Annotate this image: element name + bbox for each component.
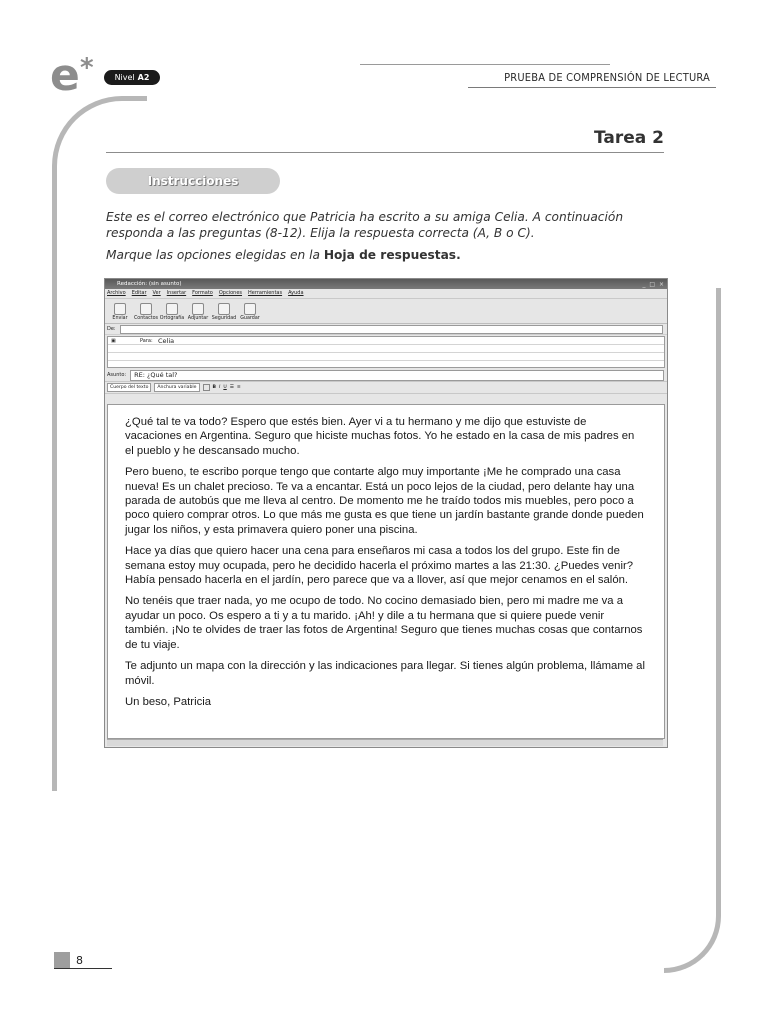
level-value: A2 (137, 73, 150, 82)
level-badge (104, 70, 160, 85)
email-paragraph: Hace ya días que quiero hacer una cena para enseñaros mi casa a todos los del grupo. Este fin de semana estoy muy ocupada, pero he decidido hacerla el próximo martes a las 21:30. ¿Puedes venir? Había pensado hacerla en el jardín, pero parece que va a llover, así que mejor cenamos en el salón. (125, 545, 634, 587)
menu-herramientas[interactable]: Herramientas (248, 290, 283, 296)
page-number-marker (54, 952, 70, 968)
recipient-row[interactable] (108, 337, 664, 345)
menu-opciones[interactable]: Opciones (218, 290, 243, 296)
email-body-text (125, 415, 645, 716)
menu-archivo[interactable]: Archivo (107, 290, 126, 296)
send-icon (114, 303, 126, 315)
align-icon[interactable]: ≡ (236, 385, 241, 390)
recipient-row-empty[interactable] (108, 345, 664, 353)
recipients-list[interactable] (107, 336, 665, 368)
level-label: Nivel (114, 73, 135, 82)
subject-label: Asunto: (107, 372, 127, 378)
contacts-button[interactable] (135, 303, 157, 321)
save-button[interactable] (239, 303, 261, 321)
mark-instruction-text: Marque las opciones elegidas en la (106, 248, 320, 262)
instructions-badge: Instrucciones (106, 168, 280, 194)
email-toolbar (105, 299, 667, 324)
security-label: Seguridad (211, 316, 237, 321)
exam-title: PRUEBA DE COMPRENSIÓN DE LECTURA (504, 71, 710, 84)
email-paragraph: Te adjunto un mapa con la dirección y las indicaciones para llegar. Si tienes algún problema, llámame al móvil. (125, 660, 645, 687)
underline-button[interactable]: U (223, 385, 227, 390)
address-book-icon: ▣ (111, 338, 116, 344)
from-label: De: (107, 326, 116, 332)
menu-bar (105, 289, 667, 299)
menu-insertar[interactable]: Insertar (166, 290, 187, 296)
paperclip-icon (192, 303, 204, 315)
contacts-icon (140, 303, 152, 315)
window-titlebar (105, 279, 667, 289)
task-mark-instruction (106, 248, 666, 262)
header-rule-top (360, 64, 610, 65)
task-title: Tarea 2 (593, 128, 664, 148)
email-paragraph: Pero bueno, te escribo porque tengo que contarte algo muy importante ¡Me he comprado una casa nueva! Es un chalet precioso. Te va a encantar. Está un poco lejos de la ciudad, pero delante hay una parada de autobús que me lleva al centro. De momento me he traído todos mis muebles, pero poco a poco quiero comprar otros. Lo que más me gusta es que tiene un jardín bastante grande donde pueden jugar los niños, y esta primavera quiero poner una piscina. (125, 466, 644, 536)
brand-logo-mark: * (80, 53, 94, 83)
window-title: Redacción: (sin asunto) (117, 281, 182, 287)
bold-button[interactable]: B (212, 385, 217, 390)
menu-ayuda[interactable]: Ayuda (288, 290, 304, 296)
decorative-arc-right (664, 288, 721, 973)
subject-input[interactable]: RE: ¿Qué tal? (130, 370, 664, 381)
paragraph-style-select[interactable]: Cuerpo del texto (107, 383, 151, 392)
to-recipient: Celia (158, 337, 175, 345)
page-number: 8 (76, 954, 83, 967)
send-label: Enviar (112, 316, 128, 321)
attach-label: Adjuntar (187, 316, 209, 321)
text-color-icon[interactable] (203, 384, 210, 391)
menu-ver[interactable]: Ver (152, 290, 161, 296)
task-title-rule (106, 152, 664, 153)
answer-sheet-label: Hoja de respuestas. (323, 248, 461, 262)
from-field[interactable] (120, 325, 663, 334)
spelling-icon (166, 303, 178, 315)
contacts-label: Contactos (133, 316, 159, 321)
brand-logo: e (50, 50, 80, 101)
window-controls[interactable]: _ □ × (642, 281, 665, 288)
lock-icon (218, 303, 230, 315)
format-toolbar (105, 381, 667, 394)
menu-editar[interactable]: Editar (131, 290, 147, 296)
font-select[interactable]: Anchura variable (154, 383, 199, 392)
from-row (105, 324, 667, 335)
save-label: Guardar (240, 316, 260, 321)
list-icon[interactable]: ☰ (229, 385, 234, 390)
security-button[interactable] (213, 303, 235, 321)
footer-rule (54, 968, 112, 969)
horizontal-scrollbar[interactable] (107, 739, 663, 746)
save-icon (244, 303, 256, 315)
italic-button[interactable]: I (219, 385, 221, 390)
subject-row (105, 369, 667, 381)
spelling-label: Ortografía (159, 316, 185, 321)
spelling-button[interactable] (161, 303, 183, 321)
task-intro: Este es el correo electrónico que Patricia ha escrito a su amiga Celia. A continuación responda a las preguntas (8-12). Elija la respuesta correcta (A, B o C). (106, 210, 624, 240)
recipient-row-empty[interactable] (108, 353, 664, 361)
send-button[interactable] (109, 303, 131, 321)
email-compose-window (104, 278, 668, 748)
attach-button[interactable] (187, 303, 209, 321)
email-body[interactable] (107, 404, 665, 739)
email-paragraph: ¿Qué tal te va todo? Espero que estés bien. Ayer vi a tu hermano y me dijo que estuviste de vacaciones en Argentina. Seguro que hiciste muchas fotos. Yo he estado en la casa de mis padres en el pueblo y he descansado mucho. (125, 416, 635, 457)
email-paragraph: No tenéis que traer nada, yo me ocupo de todo. No cocino demasiado bien, pero mi madre me va a ayudar un poco. Os espero a ti y a tu marido. ¡Ah! y dile a tu hermana que si quiere puede venir también. ¡No te olvides de traer las fotos de Argentina! Seguro que tienes muchas cosas que contarnos de tu viaje. (125, 595, 643, 651)
email-signature: Un beso, Patricia (125, 695, 212, 708)
header-rule-bottom (468, 87, 716, 88)
menu-formato[interactable]: Formato (192, 290, 213, 296)
to-label: Para: (140, 338, 153, 344)
